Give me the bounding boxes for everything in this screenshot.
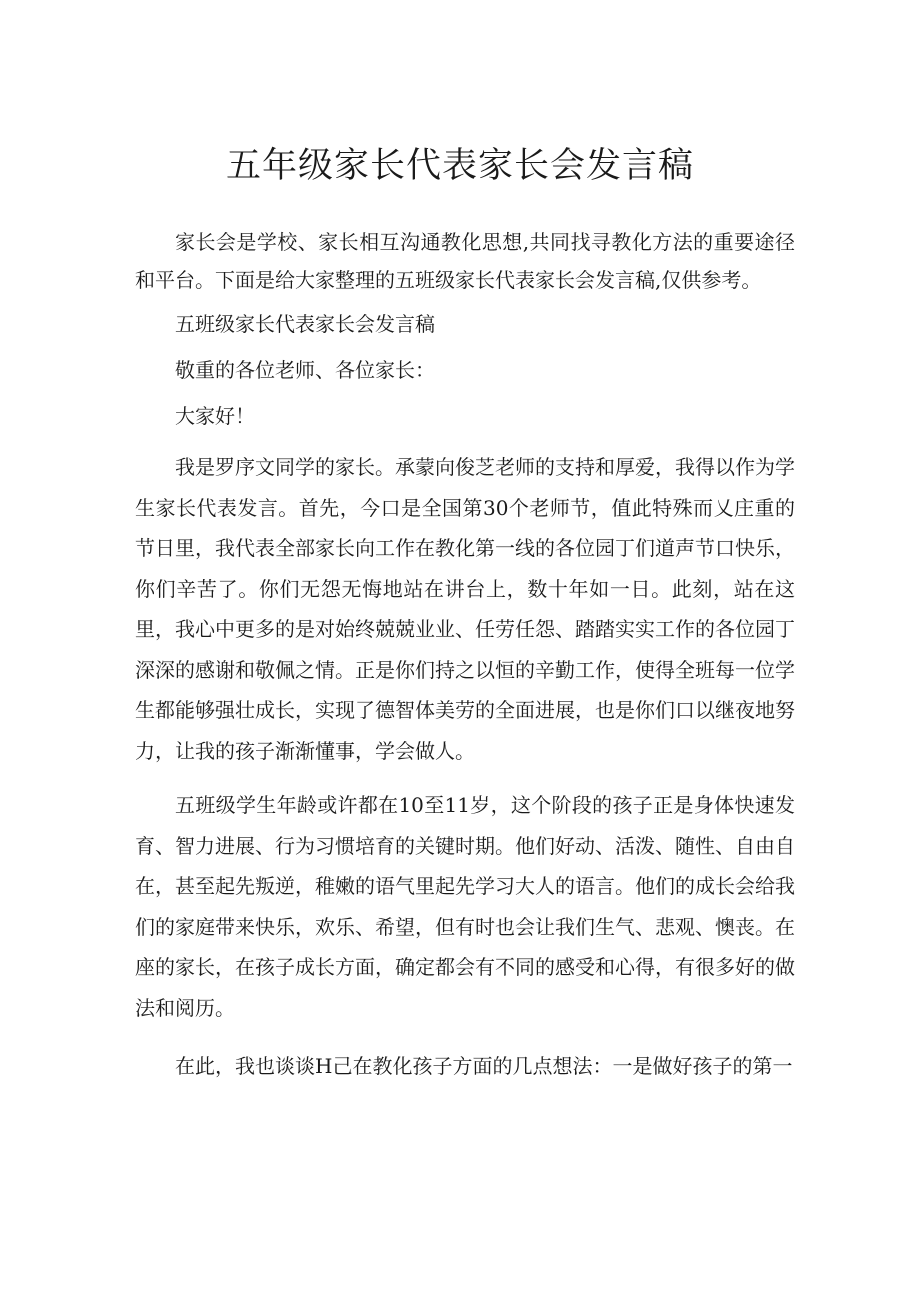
document-body <box>135 223 795 1101</box>
body-paragraph: 五班级学生年龄或许都在10至11岁，这个阶段的孩子正是身体快速发育、智力进展、行为习惯培育的关键时期。他们好动、活泼、随性、自由自在，甚至起先叛逆，稚嫩的语气里起先学习大人的语言。他们的成长会给我们的家庭带来快乐，欢乐、希望，但有时也会让我们生气、悲观、懊丧。在座的家长，在孩子成长方面，确定都会有不同的感受和心得，有很多好的做法和阅历。 <box>135 793 795 1020</box>
document-title: 五年级家长代表家长会发言稿 <box>225 146 694 186</box>
salutation: 敬重的各位老师、各位家长： <box>175 358 435 382</box>
speech-subtitle: 五班级家长代表家长会发言稿 <box>175 312 435 336</box>
greeting: 大家好！ <box>175 404 255 428</box>
body-paragraph: 在此，我也谈谈H己在教化孩子方面的几点想法：一是做好孩子的第一 <box>175 1054 793 1078</box>
intro-paragraph: 家长会是学校、家长相互沟通教化思想,共同找寻教化方法的重要途径和平台。下面是给大家整理的五班级家长代表家长会发言稿,仅供参考。 <box>135 230 795 292</box>
body-paragraph: 我是罗序文同学的家长。承蒙向俊芝老师的支持和厚爱，我得以作为学生家长代表发言。首先，今口是全国第30个老师节，值此特殊而乂庄重的节日里，我代表全部家长向工作在教化第一线的各位园丁们道声节口快乐，你们辛苦了。你们无怨无悔地站在讲台上，数十年如一日。此刻，站在这里，我心中更多的是对始终兢兢业业、任劳任怨、踏踏实实工作的各位园丁深深的感谢和敬佩之情。正是你们持之以恒的辛勤工作，使得全班每一位学生都能够强壮成长，实现了德智体美劳的全面进展，也是你们口以继夜地努力，让我的孩子渐渐懂事，学会做人。 <box>135 455 795 763</box>
